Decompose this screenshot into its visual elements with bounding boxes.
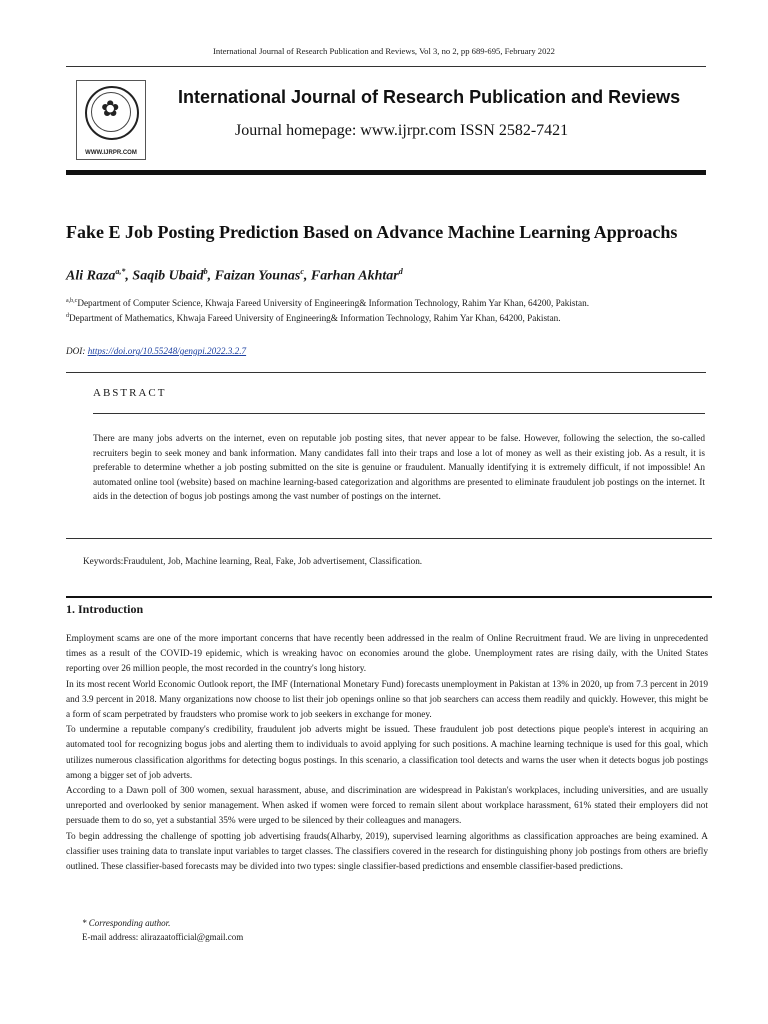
- author-name: Faizan Younas: [214, 268, 301, 284]
- paragraph: Employment scams are one of the more important concerns that have recently been addressed in the realm of Online Recruitment fraud. We are living in unprecedented times as a result of the COVID-19 epidemic, which is wreaking havoc on economies around the globe. Unemployment rates are rising daily, with the United States reporting over 26 million people, the most recorded in the country's long history.: [66, 634, 708, 675]
- abstract-top-rule: [66, 372, 706, 373]
- corresponding-author-note: * Corresponding author.: [82, 918, 171, 928]
- author-name: Ali Raza: [66, 268, 116, 284]
- introduction-body: [66, 632, 708, 875]
- section-heading: 1. Introduction: [66, 602, 144, 616]
- keywords: Keywords:Fraudulent, Job, Machine learning, Real, Fake, Job advertisement, Classification.: [83, 556, 423, 566]
- doi-link[interactable]: https://doi.org/10.55248/gengpi.2022.3.2.7: [87, 346, 247, 356]
- email-address: E-mail address: alirazaatofficial@gmail.com: [82, 932, 244, 942]
- tree-icon: ✿: [101, 96, 120, 121]
- author-name: Saqib Ubaid: [132, 268, 204, 284]
- affiliation: $^{a,b,c}$Department of Computer Science, Khwaja Fareed University of Engineering& Information Technology, Rahim Yar Khan, 64200, Pakistan.: [66, 298, 590, 309]
- author-list: Ali Raza$^{a,*}$, Saqib Ubaid$^b$, Faizan Younas$^c$, Farhan Akhtar$^d$: [66, 267, 403, 284]
- paragraph: To undermine a reputable company's credibility, fraudulent job adverts might be issued. These fraudulent job post detections pique people's interest in acquiring an automated tool for recognizing bogus jobs and alerting them to individuals to avoid applying for such positions. A machine learning technique is used for this goal, which utilizes numerous classification algorithms for detecting bogus postings. In this scenario, a classification tool detects and warns the user when it detects bogus job postings among a bigger set of job adverts.: [66, 725, 708, 781]
- affiliation: $^d$Department of Mathematics, Khwaja Fareed University of Engineering& Information Technology, Rahim Yar Khan, 64200, Pakistan.: [66, 313, 561, 324]
- author-name: Farhan Akhtar: [310, 268, 399, 284]
- logo-url-text: WWW.IJRPR.COM: [85, 150, 137, 156]
- doi-line: DOI: https://doi.org/10.55248/gengpi.2022.3.2.7: [66, 346, 247, 356]
- abstract-heading: ABSTRACT: [93, 387, 167, 399]
- paragraph: In its most recent World Economic Outlook report, the IMF (International Monetary Fund) forecasts unemployment in Pakistan at 13% in 2020, up from 7.3 percent in 2019 and 3.9 percent in 2018. Many organizations now choose to list their job openings online so that job searchers can access them readily and quickly. However, this might be a form of scam perpetrated by fraudsters who promise work to job seekers in exchange for money.: [66, 679, 708, 721]
- journal-title: International Journal of Research Publication and Reviews: [178, 87, 681, 107]
- header-rule: [66, 66, 706, 67]
- paper-title: Fake E Job Posting Prediction Based on Advance Machine Learning Approachs: [66, 222, 678, 242]
- journal-homepage: Journal homepage: www.ijrpr.com ISSN 2582-7421: [235, 122, 569, 139]
- banner-rule: [66, 170, 706, 175]
- abstract-heading-rule: [93, 413, 705, 414]
- paragraph: To begin addressing the challenge of spotting job advertising frauds(Alharby, 2019), supervised learning algorithms as classification approaches are being examined. A classifier uses training data to translate input variables to target classes. The classifiers covered in the research for distinguishing phony job postings from others are briefly outlined. These classifier-based forecasts may be divided into two types: single classifier-based predictions and ensemble classifier-based predictions.: [66, 831, 708, 873]
- abstract-text: There are many jobs adverts on the internet, even on reputable job posting sites, that never appear to be false. However, following the selection, the so-called recruiters begin to seek money and bank information. Many candidates fall into their traps and lose a lot of money as well as their existing job. As a result, it is preferable to determine whether a job posting submitted on the site is genuine or fraudulent. Manually identifying it is extremely difficult, if not impossible! An automated online tool (website) based on machine learning-based categorization and algorithms are presented to eliminate fraudulent job postings on the internet. It aids in the detection of bogus job postings among the vast number of postings on the internet.: [93, 434, 705, 503]
- journal-logo: [76, 80, 146, 160]
- logo-seal-icon: [85, 86, 139, 140]
- section-rule: [66, 596, 712, 598]
- abstract-bottom-rule: [66, 538, 712, 539]
- paragraph: According to a Dawn poll of 300 women, sexual harassment, abuse, and discrimination are widespread in Pakistan's workplaces, including universities, and are usually unreported and overlooked by senior management. When asked if women were forced to remain silent about workplace harassment, 61% stated their employers did not persuade them to do so, yet a substantial 35% were urged to be silenced by their colleagues and managers.: [66, 786, 708, 827]
- running-head: International Journal of Research Publication and Reviews, Vol 3, no 2, pp 689-695, February 2022: [213, 46, 555, 56]
